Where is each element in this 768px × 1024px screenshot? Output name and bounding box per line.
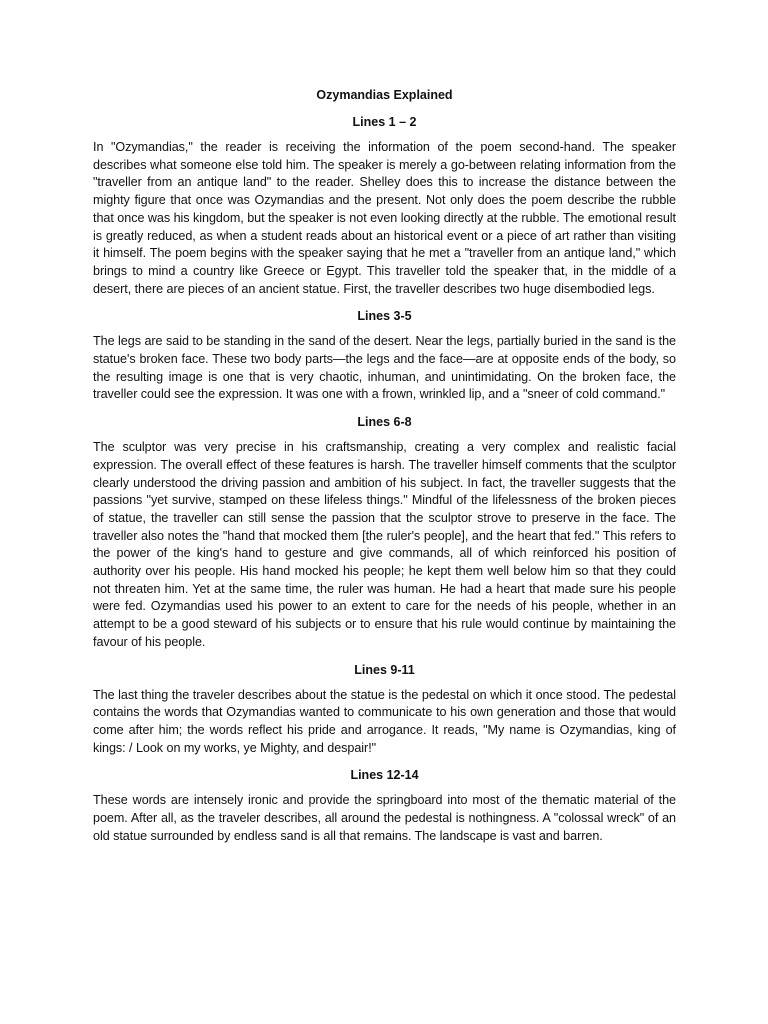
section-heading: Lines 9-11 [354, 662, 415, 677]
section-paragraph: The legs are said to be standing in the sand of the desert. Near the legs, partially buried in the sand is the statue's broken face. These two body parts—the legs and the face—are at opposite ends of the body, so the resulting image is one that is very chaotic, inhuman, and unintimidating. On the broken face, the traveller could see the expression. It was one with a frown, wrinkled lip, and a "sneer of cold command." [93, 334, 676, 402]
section-lines-1-2 [93, 113, 676, 298]
section-heading: Lines 3-5 [357, 309, 412, 324]
section-heading: Lines 1 – 2 [352, 115, 417, 129]
section-paragraph: In "Ozymandias," the reader is receiving the information of the poem second-hand. The speaker describes what someone else told him. The speaker is merely a go-between relating information from the "traveller from an antique land" to the reader. Shelley does this to increase the distance between the mighty figure that once was Ozymandias and the present. Not only does the poem describe the rubble that once was his kingdom, but the speaker is not even looking directly at the rubble. The emotional result is greatly reduced, as when a student reads about an historical event or a piece of art rather than visiting it himself. The poem begins with the speaker saying that he met a "traveller from an antique land," which brings to mind a country like Greece or Egypt. This traveller told the speaker that, in the middle of a desert, there are pieces of an ancient statue. First, the traveller describes two huge disembodied legs. [93, 140, 676, 296]
section-paragraph: These words are intensely ironic and provide the springboard into most of the thematic material of the poem. After all, as the traveler describes, all around the pedestal is nothingness. A "colossal wreck" of an old statue surrounded by endless sand is all that remains. The landscape is vast and barren. [93, 793, 676, 843]
section-lines-6-8 [93, 413, 676, 651]
section-heading: Lines 6-8 [357, 415, 412, 430]
document-title: Ozymandias Explained [316, 88, 453, 102]
document-page [93, 86, 676, 855]
section-paragraph: The sculptor was very precise in his craftsmanship, creating a very complex and realistic facial expression. The overall effect of these features is harsh. The traveller himself comments that the sculptor clearly understood the driving passion and ambition of his subject. In fact, the traveller suggests that the passions "yet survive, stamped on these lifeless things." Mindful of the lifelessness of the broken pieces of statue, the traveller can still sense the passion that the sculptor strove to preserve in the face. The traveller also notes the "hand that mocked them [the ruler's people], and the heart that fed." This refers to the power of the king's hand to gesture and give commands, all of which reinforced his position of authority over his people. His hand mocked his people; he kept them well below him so that they could not threaten him. Yet at the same time, the ruler was human. He had a heart that made sure his people were fed. Ozymandias used his power to an extent to care for the needs of his people, whether in an attempt to be a good steward of his subjects or to ensure that his rule would continue by maintaining the favour of his people. [93, 440, 676, 649]
section-heading: Lines 12-14 [350, 768, 419, 783]
section-lines-9-11 [93, 661, 676, 758]
section-paragraph: The last thing the traveler describes about the statue is the pedestal on which it once stood. The pedestal contains the words that Ozymandias wanted to communicate to his own generation and those that would come after him; the words reflect his pride and arrogance. It reads, "My name is Ozymandias, king of kings: / Look on my works, ye Mighty, and despair!" [93, 687, 676, 755]
section-lines-12-14 [93, 766, 676, 845]
section-lines-3-5 [93, 307, 676, 404]
